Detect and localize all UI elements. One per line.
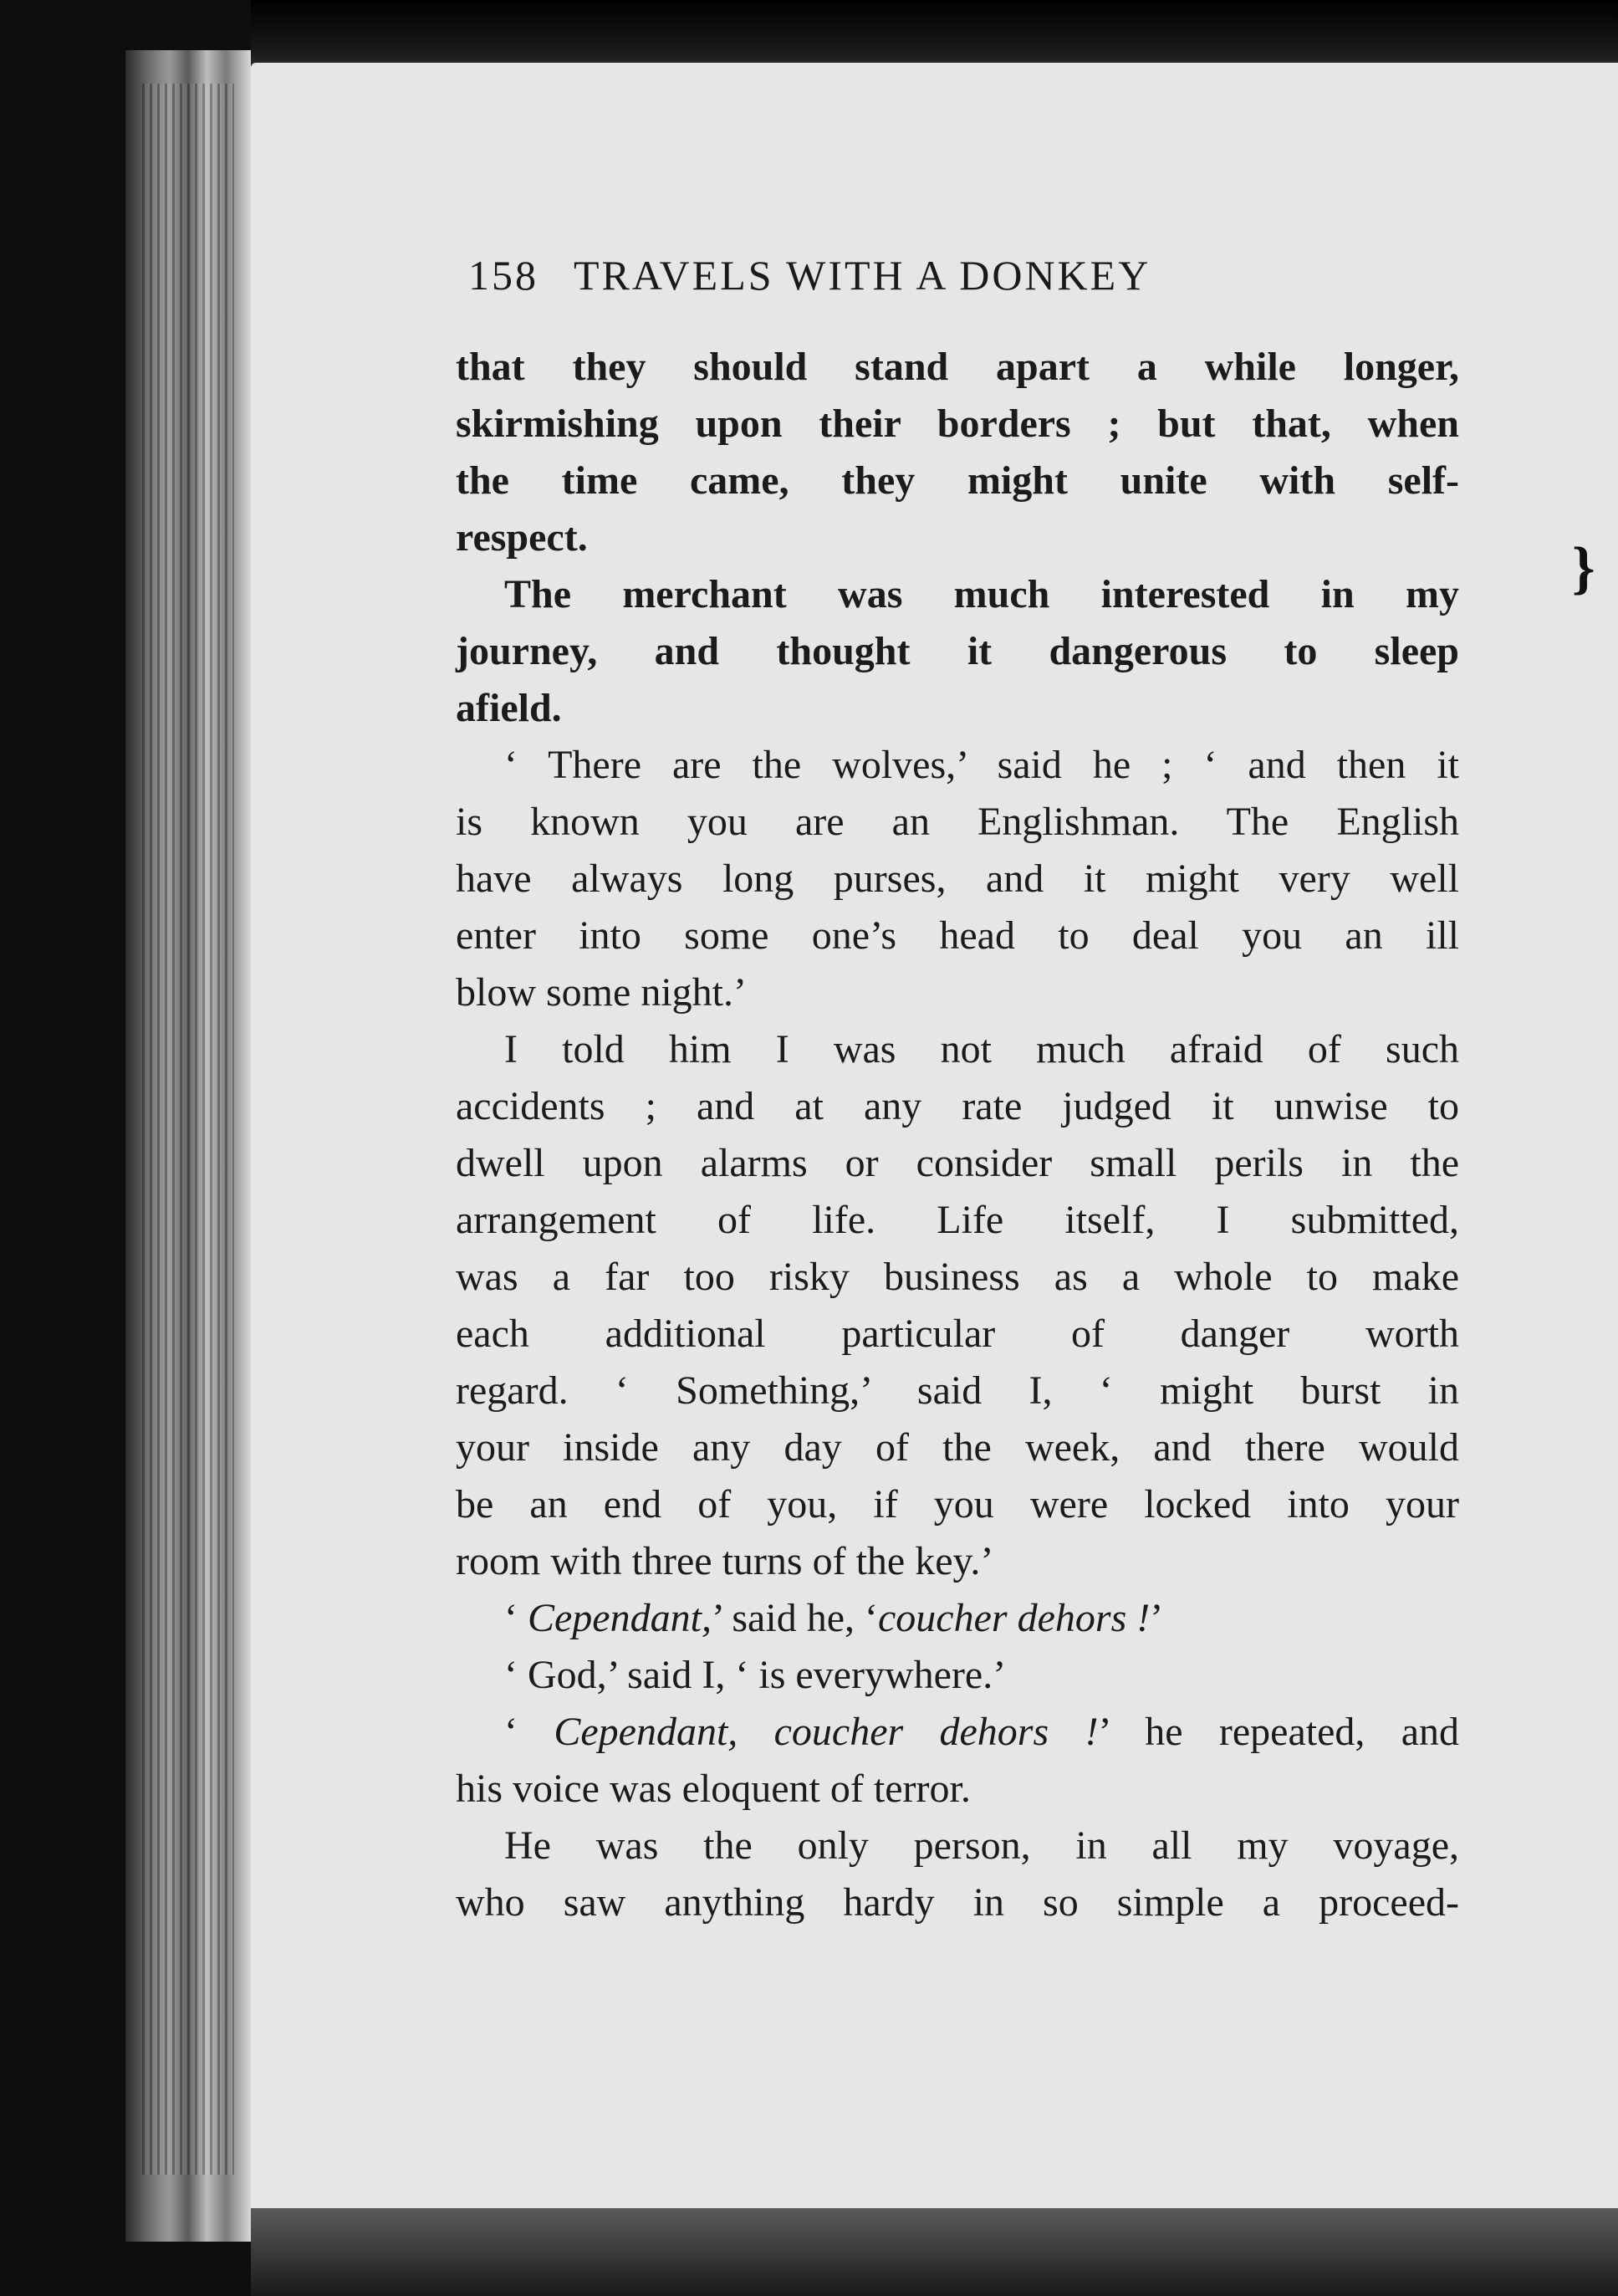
text-line: was a far too risky business as a whole to make (456, 1255, 1459, 1299)
text-line (456, 1590, 1459, 1647)
text-line: room with three turns of the key.’ (456, 1539, 994, 1583)
paragraph-8 (456, 1818, 1459, 1931)
dialogue-text: ’ he repeated, and (1098, 1710, 1460, 1754)
quote-close: ’ (1150, 1596, 1164, 1640)
paragraph-5 (456, 1590, 1459, 1647)
french-word: Cependant, (527, 1596, 712, 1640)
text-line: ‘ God,’ said I, ‘ is everywhere.’ (504, 1653, 1007, 1697)
text-line: afield. (456, 686, 562, 730)
text-line: is known you are an Englishman. The English (456, 800, 1459, 844)
french-phrase: Cependant, coucher dehors ! (554, 1710, 1099, 1754)
text-line: his voice was eloquent of terror. (456, 1767, 971, 1811)
quote-open: ‘ (504, 1596, 528, 1640)
text-line: He was the only person, in all my voyage, (504, 1823, 1459, 1868)
paragraph-4 (456, 1021, 1459, 1590)
text-line: have always long purses, and it might very well (456, 857, 1459, 901)
french-phrase: coucher dehors ! (877, 1596, 1151, 1640)
paragraph-1 (456, 339, 1459, 566)
quote-open: ‘ (504, 1710, 554, 1754)
body-text (456, 339, 1459, 1931)
text-line: regard. ‘ Something,’ said I, ‘ might burst in (456, 1368, 1459, 1413)
paragraph-7 (456, 1704, 1459, 1818)
text-line (456, 1704, 1459, 1761)
paragraph-6 (456, 1647, 1459, 1704)
page-number: 158 (468, 252, 538, 299)
text-line: each additional particular of danger worth (456, 1312, 1459, 1356)
text-line: skirmishing upon their borders ; but that, when (456, 401, 1459, 446)
text-line: who saw anything hardy in so simple a proceed- (456, 1880, 1459, 1925)
top-edge-shadow (251, 0, 1618, 65)
text-line: blow some night.’ (456, 970, 747, 1015)
text-line: journey, and thought it dangerous to sleep (456, 629, 1459, 673)
text-line: your inside any day of the week, and there would (456, 1425, 1459, 1470)
page-edges-texture (142, 84, 234, 2175)
text-line: dwell upon alarms or consider small perils in the (456, 1141, 1459, 1185)
text-line: I told him I was not much afraid of such (504, 1027, 1459, 1071)
margin-bracket-mark: } (1572, 536, 1595, 601)
running-head (468, 251, 1472, 299)
text-line: be an end of you, if you were locked into your (456, 1482, 1459, 1526)
text-line: The merchant was much interested in my (504, 572, 1459, 616)
bottom-edge-shadow (251, 2208, 1618, 2296)
text-line: ‘ There are the wolves,’ said he ; ‘ and then it (504, 743, 1459, 787)
book-title: TRAVELS WITH A DONKEY (574, 252, 1151, 299)
text-line: accidents ; and at any rate judged it unwise to (456, 1084, 1459, 1128)
text-line: that they should stand apart a while longer, (456, 345, 1459, 389)
paragraph-3 (456, 737, 1459, 1021)
paragraph-2 (456, 566, 1459, 737)
text-line: respect. (456, 515, 588, 560)
dialogue-text: ’ said he, ‘ (711, 1596, 878, 1640)
text-line: the time came, they might unite with self- (456, 458, 1459, 503)
text-line: enter into some one’s head to deal you an ill (456, 913, 1459, 958)
text-line: arrangement of life. Life itself, I submitted, (456, 1198, 1459, 1242)
